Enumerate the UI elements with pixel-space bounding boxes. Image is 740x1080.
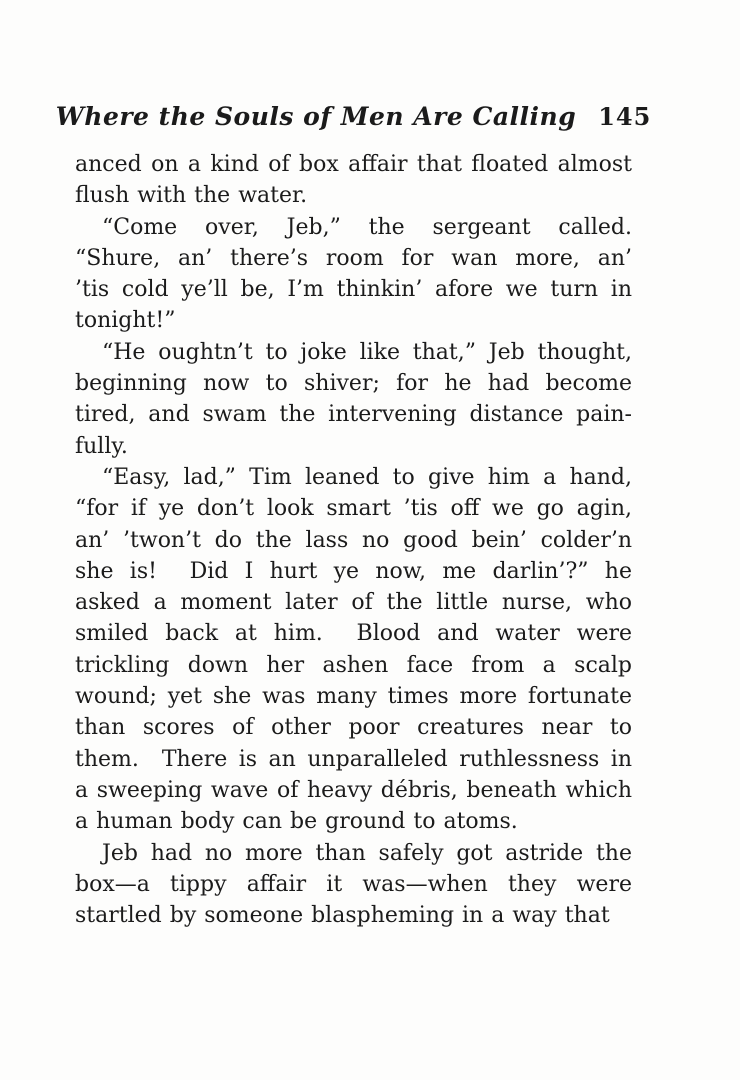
running-header-title: Where the Souls of Men Are Calling bbox=[55, 102, 577, 131]
paragraph bbox=[75, 462, 632, 838]
text-line: “Come over, Jeb,” the sergeant called. bbox=[102, 214, 632, 240]
text-line: flush with the water. bbox=[75, 183, 308, 209]
text-line: box—a tippy affair it was—when they were bbox=[75, 871, 632, 897]
text-line: fully. bbox=[75, 433, 128, 459]
text-line: trickling down her ashen face from a scalp bbox=[75, 652, 632, 678]
text-line: than scores of other poor creatures near to bbox=[75, 715, 632, 741]
text-line: them. There is an unparalleled ruthlessness in bbox=[75, 746, 632, 772]
text-line: wound; yet she was many times more fortunate bbox=[75, 684, 632, 710]
text-line: tonight!” bbox=[75, 308, 176, 334]
text-line: “Easy, lad,” Tim leaned to give him a hand, bbox=[102, 464, 632, 490]
text-line: ’tis cold ye’ll be, I’m thinkin’ afore we turn in bbox=[75, 277, 632, 303]
text-column bbox=[55, 0, 652, 931]
text-line: a sweeping wave of heavy débris, beneath which bbox=[75, 777, 632, 803]
paragraph bbox=[75, 212, 632, 337]
running-header bbox=[55, 0, 652, 133]
text-line: “Shure, an’ there’s room for wan more, an’ bbox=[75, 245, 632, 271]
text-line: a human body can be ground to atoms. bbox=[75, 809, 518, 835]
text-line: asked a moment later of the little nurse, who bbox=[75, 590, 632, 616]
text-line: “for if ye don’t look smart ’tis off we go agin, bbox=[75, 496, 632, 522]
page-text bbox=[75, 149, 632, 931]
text-line: she is! Did I hurt ye now, me darlin’?” he bbox=[75, 558, 632, 584]
text-line: “He oughtn’t to joke like that,” Jeb thought, bbox=[102, 339, 632, 365]
paragraph bbox=[75, 149, 632, 212]
page-number: 145 bbox=[598, 102, 652, 131]
text-line: startled by someone blaspheming in a way that bbox=[75, 903, 610, 929]
paragraph bbox=[75, 838, 632, 932]
text-line: Jeb had no more than safely got astride the bbox=[102, 840, 632, 866]
text-line: smiled back at him. Blood and water were bbox=[75, 621, 632, 647]
text-line: tired, and swam the intervening distance pain- bbox=[75, 402, 632, 428]
text-line: anced on a kind of box affair that floated almost bbox=[75, 152, 632, 177]
text-line: beginning now to shiver; for he had become bbox=[75, 371, 632, 397]
text-line: an’ ’twon’t do the lass no good bein’ colder’n bbox=[75, 527, 632, 553]
paragraph bbox=[75, 337, 632, 462]
